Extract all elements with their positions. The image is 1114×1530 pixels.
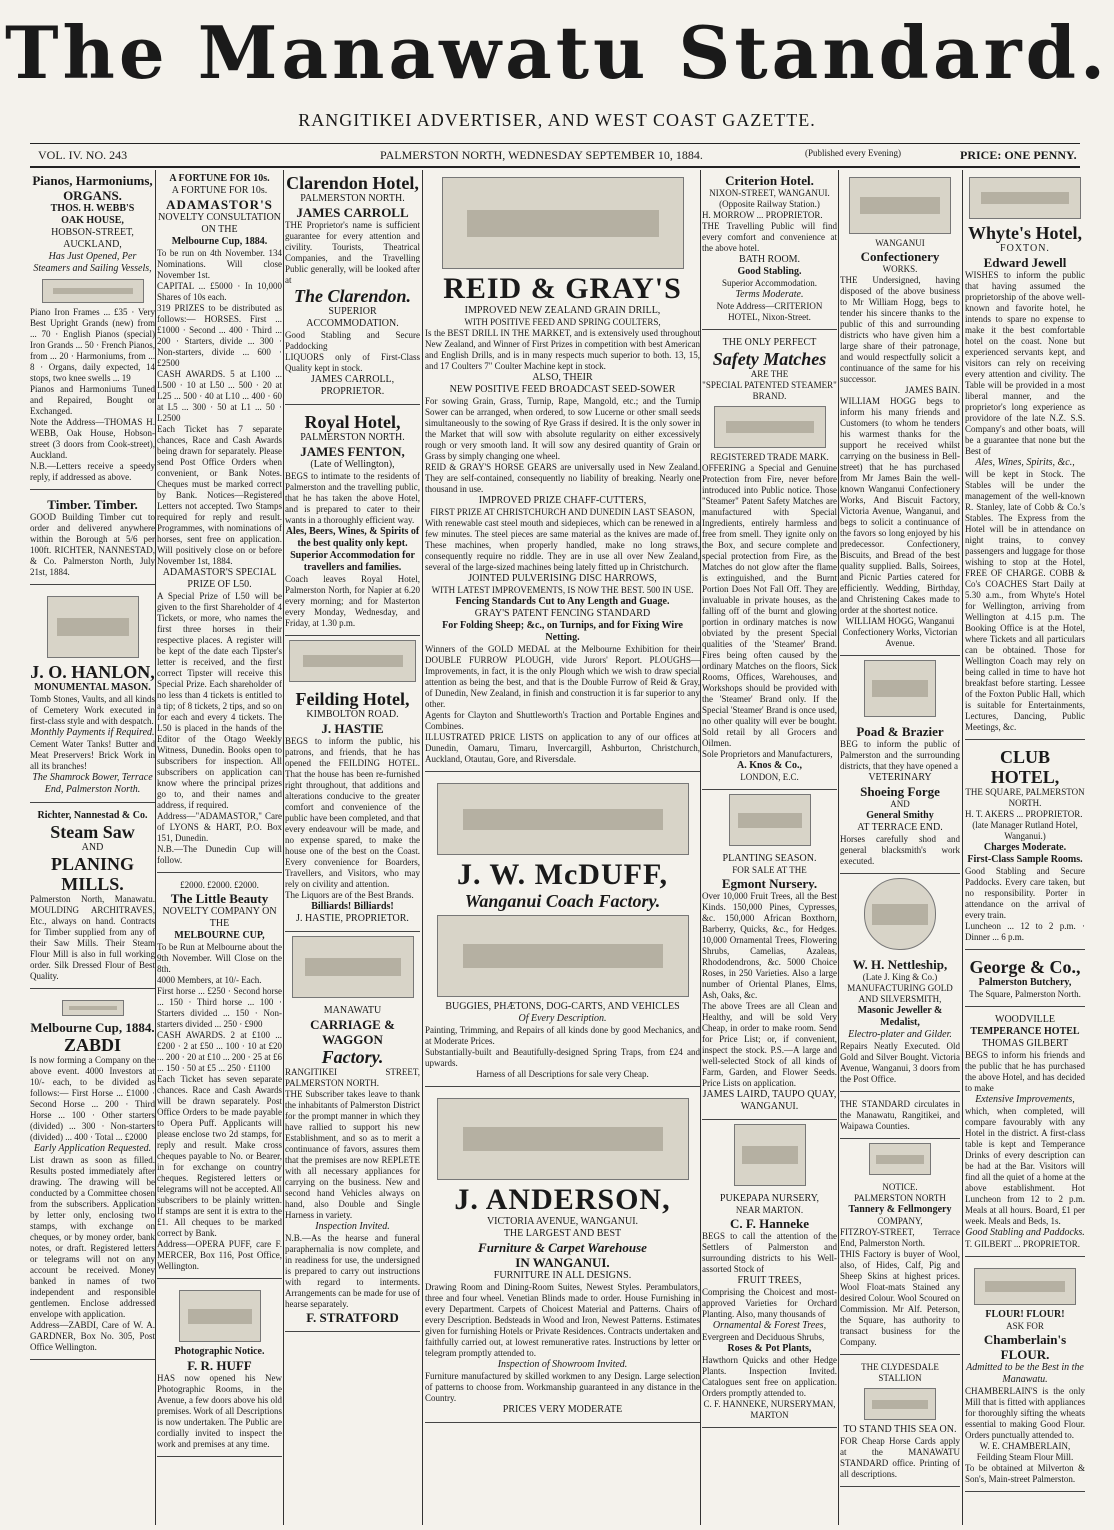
ad-subheading: NOVELTY COMPANY ON THE — [162, 906, 277, 929]
ad-subheading: VETERINARY — [868, 772, 932, 783]
ad-subheading: ADAMASTOR'S SPECIAL PRIZE OF L50. — [162, 567, 277, 590]
ad-text: Drawing Room and Dining-Room Suites, Newest Styles. Perambulators, three and four wheel. Venetian Blinds made to order. House Furnishing in every Department. Carpets of Choicest Material and Patterns. Chairs of every Description. Bedsteads in Wood and Iron, Newest Patterns. Estimates given for furnishing Hotels or Private Residences. Contracts undertaken and faithfully carried out, at lowest remunerative rates. Instructions by letter or telegram promptly attended to. — [425, 1282, 700, 1358]
dateline: PALMERSTON NORTH, WEDNESDAY SEPTEMBER 10, 1884. — [380, 148, 703, 162]
ad-text: For sowing Grain, Grass, Turnip, Rape, Mangold, etc.; and the Turnip Sower can be arranged, when ordered, to sow Lucerne or other small seeds simultaneously to the sowing of Rye Grass if desired. It is the only sower in the Market that will sow with absolute regularity on either excessively rough or very smooth land. It will sow any desired quantity of Grain or Grass by simply changing one wheel. — [425, 396, 700, 461]
ad-subheading: Billiards! Billiards! — [311, 901, 394, 912]
ad-text: Hawthorn Quicks and other Hedge Plants. Inspection Invited. Catalogues sent free on application. Orders promptly attended to. — [702, 1355, 837, 1398]
coach-illustration — [969, 177, 1081, 219]
ad-address: Address—OPERA PUFF, care F. MERCER, Box 116, Post Office, Wellington. — [157, 1239, 282, 1271]
pocket-watch-illustration — [864, 878, 936, 950]
ad-heading: Confectionery — [860, 249, 940, 264]
ad-text: BEGS to intimate to the residents of Palmerston and the travelling public, that he has taken the above Hotel, and is prepared to cater to their wants in a thoroughly efficient way. — [285, 471, 420, 525]
ad-text: Evergreen and Deciduous Shrubs, — [702, 1332, 825, 1342]
ad-heading: Pianos, Harmoniums, ORGANS. — [32, 173, 153, 203]
ad-anderson — [425, 1091, 700, 1423]
ad-text: GOOD Building Timber cut to order and delivered anywhere within the Borough at 5/6 per 100ft. RICHTER, NANNESTAD, & Co. Palmerston North, July 21st, 1884. — [30, 512, 155, 577]
ad-name: J. HASTIE — [321, 721, 384, 736]
ad-little-beauty — [157, 877, 282, 1279]
ad-address: NEAR MARTON. — [735, 1205, 804, 1215]
furniture-illustration — [437, 1098, 689, 1180]
ad-price-list: Over 10,000 Fruit Trees, all the Best Kinds. 150,000 Pines, Cypresses, &c. 150,000 African Boxthorn, Barberry, Quicks, &c., for Hedges. 10,000 Ornamental Trees, Flowering Shrubs, Camelias, Azaleas, Rhododendrons, &c. 5000 Choice Roses, in 250 Varieties. Also a large number of Oriental Planes, Elms, Ash, Oaks, &c. — [702, 891, 837, 1000]
ad-signature: Note the Address—THOMAS H. WEBB, Oak House, Hobson-street (3 doors from Cook-street), Auckland. — [30, 417, 155, 460]
billiard-table-illustration — [289, 640, 416, 682]
ad-pukepapa-nursery — [702, 1190, 837, 1428]
ad-heading: Tannery & Fellmongery — [848, 1204, 952, 1215]
ad-carriage-factory — [285, 1002, 420, 1332]
ad-address: HOBSON-STREET, AUCKLAND, — [51, 227, 134, 250]
column-rule — [283, 170, 284, 1525]
ad-subheading: Admitted to be the Best in the Manawatu. — [966, 1362, 1084, 1385]
ad-reid-gray — [425, 170, 700, 772]
ad-subheading: NEW POSITIVE FEED BROADCAST SEED-SOWER — [449, 384, 676, 395]
ad-subheading: FOR SALE AT THE — [732, 865, 807, 875]
ad-text: Each Ticket has 7 separate chances, Race and Cash Awards being drawn for separately. Please send Post Office Orders when convenient, or Bank Notes. Cheques must be marked correct by Bank. Notices—Registered Letters not accepted. Two Stamps required for reply and result. Programmes, with nominations of horses, sent free on application. Will positively close on or before November 1st, 1884. — [157, 424, 282, 566]
ad-text: A Special Prize of L50 will be given to the first Shareholder of 4 Tickets, or more, who names the first three horses in their respective places. A register will be kept of the date each Tipster's letter is received, and the first correct Tipster will receive this Special Prize. Each shareholder of no less than 4 tickets is entitled to a tip; of 8 tickets, 2 tips, and so on for each and every 4 tickets. The L50 is placed in the hands of the Editor of the Otago Weekly Witness, Dunedin. Books open to subscribers for inspection. All subscribers on application can know where the principal prizes go to, and their names and address, if required. — [157, 591, 282, 810]
ad-heading: Clarendon Hotel, — [286, 173, 419, 193]
ad-signature: JAMES CARROLL, PROPRIETOR. — [310, 374, 395, 397]
ad-address: PALMERSTON NORTH — [854, 1193, 946, 1203]
ad-subheading: Ales, Beers, Wines, & Spirits of the best quality only kept. — [285, 526, 420, 549]
ad-subheading: PRICES VERY MODERATE — [502, 1404, 623, 1415]
ad-name: F. R. HUFF — [187, 1358, 252, 1373]
ad-subheading: MANUFACTURING GOLD AND SILVERSMITH, — [847, 983, 953, 1004]
ad-name: ADAMASTOR'S — [166, 197, 273, 212]
ad-heading: Criterion Hotel. — [725, 173, 814, 188]
ad-text: Each Ticket has seven separate chances. Race and Cash Awards will be drawn separately. Post Office Orders to be made payable to Opera Puff. Applicants will please enclose two 2d stamps, for reply and result. Make cross cheques payable to No. or Bearer, in for exchange on country cheques. Registered letters or telegrams will not be accepted. All subscribers to be plainly written. If stamps are sent it is extra to the £1. All cheques to be marked correct by Bank. — [157, 1074, 282, 1238]
ad-text: To be run on 4th November. 134 Nominations. Will close November 1st. — [157, 248, 282, 280]
ad-text: List drawn as soon as filled. Results posted immediately after drawing. The drawing will be conducted by a Committee chosen from the subscribers. Application by letter only, enclosing two stamps, with exchange on cheques, or by money order, bank notes, or draft. Registered letters or telegrams will not on any account be received. Money banked in names of two independent and responsible gentlemen. Enclose addressed envelope with application. — [30, 1155, 155, 1319]
ad-heading: Shoeing Forge — [860, 784, 940, 799]
ad-note: N.B.—The Dunedin Cup will follow. — [157, 844, 282, 865]
ad-address: PALMERSTON NORTH. — [300, 432, 405, 443]
ad-subheading: WANGANUI — [875, 238, 925, 248]
ad-subheading: BUGGIES, PHÆTONS, DOG-CARTS, AND VEHICLES — [445, 1001, 680, 1012]
newspaper-subtitle: RANGITIKEI ADVERTISER, AND WEST COAST GAZETTE. — [298, 110, 816, 130]
ad-note: REGISTERED TRADE MARK. — [710, 452, 829, 462]
ad-subheading: First-Class Sample Rooms. — [967, 854, 1083, 865]
building-illustration — [849, 177, 951, 234]
ad-subheading: MONUMENTAL MASON. — [34, 682, 151, 693]
ad-address: PALMERSTON NORTH. — [300, 193, 405, 204]
ad-timber — [30, 494, 155, 585]
ad-note: N.B.—As the hearse and funeral paraphernalia is now complete, and in readiness for use, the undersigned is prepared to carry out instructions with regard to interments. Arrangements can be made for use of hearse separately. — [285, 1233, 420, 1309]
column-rule — [155, 170, 156, 1525]
ad-text: THE Proprietor's name is sufficient guarantee for every attention and civility. Tourists, Theatrical Companies, and the Travelling Public generally, will be looked after at — [285, 220, 420, 285]
ad-subheading: WITH LATEST IMPROVEMENTS, IS NOW THE BEST. 500 IN USE. — [431, 585, 694, 595]
ad-text: THE Travelling Public will find every comfort and convenience at the above hotel. — [702, 221, 837, 253]
ad-text: Cement Water Tanks! Butter and Meat Preservers! Brick Work in all its branches! — [30, 739, 155, 771]
ad-subheading: WORKS. — [882, 264, 918, 274]
ad-heading: CARRIAGE & WAGGON — [310, 1017, 395, 1047]
column-2 — [157, 170, 282, 1525]
ad-heading: Whyte's Hotel, — [968, 223, 1082, 243]
ad-heading: CLUB HOTEL, — [990, 747, 1060, 787]
column-6 — [840, 170, 960, 1525]
ad-price-list: First horse ... £250 · Second horse ... 150 · Third horse ... 100 · Starters divided ... 150 · Non-starters divided ... 250 · £900 — [157, 986, 282, 1029]
ad-text: Painting, Trimming, and Repairs of all kinds done by good Mechanics, and at Moderate Prices. — [425, 1025, 700, 1046]
ad-standard-circulation — [840, 1096, 960, 1139]
ad-subheading: General Smithy — [866, 810, 934, 821]
ad-text: will be kept in Stock. The Stables will be under the management of the well-known R. Stanley, late of Cobb & Co.'s Stables. The Express from the Hotel will be in attendance on night trains, to convey passengers and luggage for those wishing to stop at the Hotel, FREE OF CHARGE. COBB & Co's COACHES Start Daily at 5.30 a.m., from Whyte's Hotel for Wellington, arriving from Wellington at 4.15 p.m. The Booking Office is at the Hotel, where Tickets and all particulars can be obtained. Those for Wellington Coach may rely on being called in time to have hot breakfast before starting. Lessee of the Foxton Public Hall, which is suitable for Entertainments, Lectures, Dancing, Public Meetings, &c. — [965, 469, 1085, 732]
ad-heading: NOTICE. — [882, 1182, 918, 1192]
ad-name: H. T. AKERS ... PROPRIETOR. — [965, 809, 1083, 819]
column-rule — [962, 170, 963, 1525]
ad-subheading: Of Every Description. — [518, 1013, 607, 1024]
ad-text: Good Stabling and Secure Paddocks. Every care taken, but no responsibility. Porter in attendance on the arrival of every train. — [965, 866, 1085, 920]
ad-text: Harness of all Descriptions for sale very Cheap. — [476, 1069, 649, 1079]
ad-text: The above Trees are all Clean and Healthy, and will be sold Very Cheap, in order to make room. Send for Price List; or, if convenient, inspect the stock. P.S.—A large and well-selected Stock of all kinds of Farm, Garden, and Flower Seeds. Price Lists on application. — [702, 1001, 837, 1088]
ad-subheading: FIRST PRIZE AT CHRISTCHURCH AND DUNEDIN LAST SEASON, — [430, 507, 695, 517]
ad-subheading: ARE THE — [750, 369, 789, 379]
ad-text: Sole Proprietors and Manufacturers, — [702, 749, 833, 759]
ad-subheading: AND — [81, 842, 104, 853]
ad-subheading: OAK HOUSE, — [61, 215, 124, 226]
ad-subheading: Palmerston Butchery, — [978, 977, 1072, 988]
grain-drill-illustration — [442, 177, 684, 269]
ad-address: FOXTON. — [1000, 243, 1050, 254]
ad-note: N.B.—Letters receive a speedy reply, if addressed as above. — [30, 461, 155, 482]
ad-text: THE Undersigned, having disposed of the above business to Mr William Hogg, begs to tender his sincere thanks to the public of this and surrounding districts who have given him a large share of their patronage, and would respectfully solicit a continuance of the same for his successor. — [840, 275, 960, 384]
ad-text: OFFERING a Special and Genuine Protection from Fire, never before introduced into Public notice. Those "Steamer" Patent Safety Matches are manufactured with Special Ingredients, entirely harmless and free from smell. They ignite only on the Box, and secure complete and special protection from Fire, as the Matches do not glow after the flame is extinguished, and the Burnt Portion Does Not Fall Off. They are invaluable in private houses, as the falling off of the burnt and glowing portion in ordinary matches is now obviated by the present Special qualities of the 'Steamer' Brand. Fires being often caused by the ordinary Matches on the floors, Sick Rooms, Offices, Warehouses, and Workshops should be provided with the 'Steamer' Brand only. If the Special 'Steamer' Brand is once used, no other quality will ever be bought. Sold retail by all Grocers and Oilmen. — [702, 463, 837, 748]
ad-confectionery — [840, 170, 960, 656]
ad-heading: Melbourne Cup, 1884. — [171, 236, 268, 247]
ad-subheading: Ales, Wines, Spirits, &c., — [975, 457, 1075, 468]
ad-note: Terms Moderate. — [735, 289, 804, 300]
ad-subheading: For Folding Sheep; &c., on Turnips, and for Fixing Wire Netting. — [442, 620, 683, 643]
ad-heading: J. W. McDUFF, — [456, 858, 669, 891]
ad-subheading: FRUIT TREES, — [737, 1275, 802, 1286]
horse-illustration — [864, 1388, 936, 1420]
ad-heading: PUKEPAPA NURSERY, — [719, 1193, 820, 1204]
ad-subheading: GRAY'S PATENT FENCING STANDARD — [474, 608, 651, 619]
ad-heading: Timber. Timber. — [47, 497, 138, 512]
ad-signature: W. E. CHAMBERLAIN, Feilding Steam Flour Mill. — [976, 1441, 1074, 1462]
ad-name: H. MORROW ... PROPRIETOR. — [702, 210, 823, 220]
ad-signature: T. GILBERT ... PROPRIETOR. — [965, 1239, 1080, 1249]
ad-subheading: ALSO, THEIR — [532, 372, 593, 383]
column-7 — [965, 170, 1085, 1525]
ad-subheading: SUPERIOR ACCOMMODATION. — [306, 306, 399, 329]
column-3 — [285, 170, 420, 1525]
ad-subheading: Superior Accommodation for travellers and families. — [290, 550, 415, 573]
ad-name: C. F. Hanneke — [730, 1216, 809, 1231]
ad-subheading: Electro-plater and Gilder. — [848, 1029, 952, 1040]
volume-number: VOL. IV. NO. 243 — [38, 148, 128, 162]
ad-text: BEGS to call the attention of the Settlers of Palmerston and surrounding districts to his Well-assorted Stock of — [702, 1231, 837, 1274]
ad-text: WISHES to inform the public that having assumed the proprietorship of the above well-known and favorite hotel, he intends to spare no expense to make it the best comfortable hotel on the coast. None but experienced servants kept, and visitors can rely on receiving every attention and civility. The Table will be provided in a most liberal manner, and the proprietor's long experience as providore of the late N.Z. S.S. Company's and other boats, will be a guarantee that none but the Best of — [965, 270, 1085, 456]
ad-heading: Steam Saw — [50, 822, 135, 842]
ad-subheading: A FORTUNE FOR 10s. — [171, 185, 268, 196]
ad-price-list: Piano Iron Frames ... £35 · Very Best Upright Grands (new) from ... 70 · English Pianos (special) Iron Grands ... 50 · French Pianos, from ... 20 · Harmoniums, from ... 8 · Organs, daily expected, 14 stops, two knee swells ... 19 — [30, 307, 155, 383]
ad-heading: The Little Beauty — [170, 891, 269, 906]
ship-illustration — [42, 279, 144, 303]
ad-heading: Factory. — [321, 1047, 384, 1067]
ad-heading: MELBOURNE CUP, — [174, 930, 265, 941]
ad-tannery — [840, 1179, 960, 1355]
ad-text: THE Subscriber takes leave to thank the inhabitants of Palmerston District for the prompt manner in which they have rallied to support his new Establishment, and so as to merit a continuance of favors, assures them that the premises are now REPLETE with all necessary appliances for carrying on the business. New and second hand Vehicles always on hand, also Double and Single Harness in variety. — [285, 1089, 420, 1220]
ad-mcduff — [425, 776, 700, 1087]
ad-heading: J. O. HANLON, — [30, 662, 155, 682]
ad-heading: Wanganui Coach Factory. — [464, 891, 661, 911]
ad-hanlon-mason — [30, 589, 155, 803]
ad-subheading: PLANTING SEASON. — [722, 853, 817, 864]
ad-note: Has Just Opened, Per Steamers and Sailing Vessels, — [33, 251, 152, 274]
ad-address: AT TERRACE END. — [857, 822, 943, 833]
ad-heading: W. H. Nettleship, — [852, 957, 948, 972]
ad-subheading: THE CLYDESDALE STALLION — [861, 1362, 939, 1383]
ad-text: BEG to inform the public of Palmerston and the surrounding districts, that they have opened a — [840, 739, 960, 771]
ad-text: CAPITAL ... £5000 · In 10,000 Shares of 10s each. — [157, 281, 282, 302]
ad-heading: WOODVILLE — [995, 1014, 1055, 1025]
ad-subheading: IMPROVED NEW ZEALAND GRAIN DRILL, — [464, 305, 661, 316]
ad-heading: Richter, Nannestad & Co. — [37, 810, 148, 821]
ad-note: Early Application Requested. — [33, 1143, 152, 1154]
ad-signature: JAMES LAIRD, TAUPO QUAY, WANGANUI. — [702, 1089, 837, 1112]
masthead — [0, 0, 1114, 140]
ad-address: Address—"ADAMASTOR," Care of LYONS & HART, P.O. Box 151, Dunedin. — [157, 811, 282, 843]
ad-note: (late Manager Rutland Hotel, Wanganui.) — [972, 820, 1078, 841]
ad-text: Agents for Clayton and Shuttleworth's Traction and Portable Engines and Combines. — [425, 710, 700, 731]
carriage-illustration — [437, 783, 689, 855]
ad-note: (Late J. King & Co.) — [862, 972, 938, 982]
ad-price-list: CASH AWARDS. 5 at L100 ... L500 · 10 at L50 ... 500 · 20 at L25 ... 500 · 40 at L10 ... 400 · 60 at L5 ... 300 · 50 at L1 ... 50 · L2500 — [157, 369, 282, 423]
monument-illustration — [47, 596, 139, 658]
ad-text: With renewable cast steel mouth and sidepieces, which can be renewed in a few minutes. The steel pieces are same material as the knives are made of. These machines, when properly handled, make no long straws, consequently require no riddle. They are in use all over New Zealand, several of the large-sized machines being lately fitted up in Christchurch. — [425, 518, 700, 572]
ad-criterion-hotel — [702, 170, 837, 330]
issue-info-bar — [30, 143, 1080, 168]
column-5 — [702, 170, 837, 1525]
ad-address: KIMBOLTON ROAD. — [306, 709, 399, 720]
ad-note: (Late of Wellington), — [310, 459, 395, 470]
ad-text: Superior Accommodation. — [722, 278, 817, 288]
ad-text: Furniture manufactured by skilled workmen to any Design. Large selection of patterns to choose from. Workmanship guaranteed in any distance in the Country. — [425, 1371, 700, 1403]
ad-text: THE STANDARD circulates in the Manawatu, Rangitikei, and Waipawa Counties. — [840, 1099, 960, 1131]
frame-illustration — [179, 1290, 261, 1342]
ad-name: JAMES FENTON, — [300, 444, 405, 459]
ad-subheading: COMPANY, — [877, 1216, 923, 1226]
ad-price-list: CASH AWARDS. 2 at £100 ... £200 · 2 at £50 ... 100 · 10 at £20 ... 200 · 20 at £10 ... 200 · 25 at £6 ... 150 · 50 at £5 ... 250 · £1100 — [157, 1030, 282, 1073]
ad-heading: Photographic Notice. — [174, 1346, 265, 1357]
ad-text: which, when completed, will compare favourably with any Hotel in the district. A first-class table is kept and Temperance Drinks of every description can be had at the Bar. Visitors will find all the quiet of a home at the above establishment. Hot Luncheon from 12 to 2 p.m. Meals at all hours. Board, £1 per week. Meals and Beds, 1s. — [965, 1106, 1085, 1226]
ad-poad-brazier — [840, 721, 960, 874]
ad-zabdi — [30, 993, 155, 1360]
ad-heading: Furniture & Carpet Warehouse — [478, 1240, 647, 1255]
ad-subheading: JOINTED PULVERISING DISC HARROWS, — [468, 573, 657, 584]
column-1 — [30, 170, 155, 1525]
ad-nettleship — [840, 954, 960, 1092]
ad-name: A. Knos & Co., — [736, 760, 802, 771]
ad-text: Good Stabling and Secure Paddocking — [285, 330, 420, 351]
ad-text: Repairs Neatly Executed. Old Gold and Silver Bought. Victoria Avenue, Wanganui, 3 doors from the Post Office. — [840, 1041, 960, 1084]
ad-text: Is now forming a Company on the above event. 4000 Investors at 10/- each, to be divided as follows:— First Horse ... £1000 · Second Horse ... 200 · Third Horse ... 100 · Other starters (divided) ... 300 · Non-starters (divided) ... 400 · Total ... £2000 — [30, 1055, 155, 1142]
ad-heading: George & Co., — [969, 957, 1081, 977]
ad-heading: FLOUR! FLOUR! — [985, 1309, 1065, 1320]
ad-text: The Liquors are of the Best Brands. — [285, 890, 414, 900]
ad-note: Inspection Invited. — [315, 1221, 390, 1232]
ad-text: Comprising the Choicest and most-approved Varieties for Orchard Planting. Also, many thousands of — [702, 1287, 837, 1319]
ad-subheading: WITH POSITIVE FEED AND SPRING COULTERS, — [464, 317, 661, 327]
ad-woodville-hotel — [965, 1011, 1085, 1257]
ad-george-butchery — [965, 954, 1085, 1007]
ad-text: WILLIAM HOGG begs to inform his many friends and Customers (to whom he tenders his warmest thanks for the support he received whilst carrying on the business in Bell-street) that he has purchased from Mr James Bain the well-known Wanganui Confectionery Works, And Biscuit Factory, Victoria Avenue, Wanganui, and begs to solicit a continuance of the favors so long enjoyed by his predecessor. Confectionery, Biscuits, and Bread of the best quality supplied. Balls, Soirees, and Picnic Parties catered for efficiently. Wedding, Birthday, and Christening Cakes made to order at the shortest notice. — [840, 396, 960, 615]
ad-text: REID & GRAY'S HORSE GEARS are universally used in New Zealand. They are self-contained, consequently no liability of breaking. Nearly one thousand in use. — [425, 462, 700, 494]
ad-text: FOR Cheap Horse Cards apply at the MANAWATU STANDARD office. Printing of all descriptions. — [840, 1436, 960, 1479]
ad-address: THE SQUARE, PALMERSTON NORTH. — [965, 787, 1085, 808]
ad-note: Monthly Payments if Required. — [30, 727, 155, 738]
ad-name: ZABDI — [63, 1035, 121, 1055]
ad-name: JAMES CARROLL — [296, 205, 409, 220]
ad-text: Is the BEST DRILL IN THE MARKET, and is extensively used throughout New Zealand, and Winner of First Prizes in competition with best American and English Drills, and is in many respects much superior to both. 13, 15, and 17 Coulters 7" Coulter Machine kept in stock. — [425, 328, 700, 371]
ad-text: BEGS to inform his friends and the public that he has purchased the above Hotel, and has decided to make — [965, 1050, 1085, 1093]
ad-name: THOS. H. WEBB'S — [50, 203, 135, 214]
ad-address: The Square, Palmerston North. — [969, 989, 1081, 999]
ad-price-list: 319 PRIZES to be distributed as follows:— HORSES. First ... £1000 · Second ... 400 · Third ... 200 · Starters, divide ... 300 · Non-starters, divide ... 600 · £2500 — [157, 303, 282, 368]
ad-address: VICTORIA AVENUE, WANGANUI. — [486, 1216, 639, 1227]
garden-tools-illustration — [729, 794, 811, 846]
sheep-illustration — [869, 1143, 931, 1175]
ad-saw-mills — [30, 807, 155, 989]
ad-text: Coach leaves Royal Hotel, Palmerston North, for Napier at 6.20 every morning; and for Masterton every Monday, Wednesday, and Friday, at 1.30 p.m. — [285, 574, 420, 628]
ad-heading: A FORTUNE FOR 10s. — [169, 173, 270, 184]
ad-text: LIQUORS only of First-Class Quality kept in stock. — [285, 352, 420, 373]
ad-subheading: Masonic Jeweller & Medalist, — [857, 1005, 943, 1028]
ad-stallion — [840, 1359, 960, 1487]
ad-address: FITZROY-STREET, Terrace End, Palmerston North. — [840, 1227, 960, 1248]
ad-address: The Shamrock Bower, Terrace End, Palmerston North. — [32, 772, 153, 795]
wheat-sheaf-illustration — [974, 1268, 1076, 1305]
ad-text: THIS Factory is buyer of Wool, also, of Hides, Calf, Pig and Sheep Skins at highest prices. Wool Float-mats Stained any desired Colour. Wool Scoured on Commission. Mr Alf. Peterson, the Square, has authority to transact business for the Company. — [840, 1249, 960, 1347]
column-4 — [425, 170, 700, 1525]
ad-heading: The Clarendon. — [293, 286, 412, 306]
publication-frequency: (Published every Evening) — [805, 148, 901, 158]
ad-photographic — [157, 1283, 282, 1457]
ad-signature: JAMES BAIN. — [904, 385, 960, 395]
ad-chamberlain-flour — [965, 1261, 1085, 1492]
ad-address: LONDON, E.C. — [740, 772, 799, 782]
ad-heading: Melbourne Cup, 1884. — [30, 1020, 155, 1035]
owl-illustration — [864, 660, 936, 717]
ad-text: 4000 Members, at 10/- Each. — [157, 975, 262, 985]
ad-address: To be obtained at Milverton & Son's, Main-street Palmerston. — [965, 1463, 1085, 1484]
ad-text: HAS now opened his New Photographic Rooms, in the Avenue, a few doors above his old premises. Work of all Descriptions is now undertaken. The Public are cordially invited to inspect the work and premises at any time. — [157, 1373, 282, 1449]
newspaper-title: The Manawatu Standard. — [4, 10, 1110, 95]
flower-basket-illustration — [734, 1124, 806, 1186]
ad-subheading: Fencing Standards Cut to Any Length and Guage. — [455, 596, 670, 607]
ad-name: Edward Jewell — [983, 255, 1067, 270]
ad-text: BEGS to inform the public, his patrons, and friends, that he has opened the FEILDING HOTEL. That the house has been re-furnished right throughout, that additions and alterations conducive to the greater comfort and convenience of the public have been completed, and that every endeavour will be made, and no expense spared, to make the house one of the best on the Coast. Every convenience for Boarders, Travellers, and Visitors, who may rely on civility and attention. — [285, 736, 420, 889]
ad-heading: PLANING MILLS. — [50, 854, 134, 894]
ad-text: Pianos and Harmoniums Tuned and Repaired, Bought or Exchanged. — [30, 384, 155, 416]
horse-illustration — [62, 1000, 124, 1016]
ad-heading: REID & GRAY'S — [443, 272, 682, 305]
ad-text: ILLUSTRATED PRICE LISTS on application to any of our offices at Dunedin, Oamaru, Timaru, Invercargill, Ashburton, Christchurch, Auckland, Otautau, Gore, and Riversdale. — [425, 732, 700, 764]
ad-subheading: Good Stabling and Paddocks. — [965, 1227, 1085, 1238]
ad-heading: Safety Matches — [712, 349, 827, 369]
ad-address: RANGITIKEI STREET, PALMERSTON NORTH. — [285, 1067, 420, 1088]
ad-heading: Poad & Brazier — [856, 724, 944, 739]
ad-address: NIXON-STREET, WANGANUI. (Opposite Railway Station.) — [709, 188, 830, 209]
ad-subheading: THE ONLY PERFECT — [722, 337, 817, 348]
ad-webb-pianos — [30, 170, 155, 490]
ad-subheading: Ornamental & Forest Trees, — [712, 1320, 827, 1331]
ad-egmont-nursery — [702, 850, 837, 1120]
buggy-illustration — [437, 915, 689, 997]
ad-subheading: Good Stabling. — [737, 266, 802, 277]
ad-address: Note Address—CRITERION HOTEL, Nixon-Street. — [716, 301, 823, 322]
ad-subheading: "SPECIAL PATENTED STEAMER" BRAND. — [702, 380, 837, 401]
ad-subheading: ASK FOR — [1006, 1321, 1044, 1331]
ad-signature: WILLIAM HOGG, Wanganui Confectionery Works, Victorian Avenue. — [842, 616, 958, 648]
ad-subheading: BATH ROOM. — [738, 254, 801, 265]
ad-amounts: £2000. £2000. £2000. — [180, 880, 259, 890]
ad-heading: MANAWATU — [323, 1005, 382, 1016]
ad-subheading: Charges Moderate. — [983, 842, 1067, 853]
ad-signature: C. F. HANNEKE, NURSERYMAN, MARTON — [703, 1399, 836, 1420]
ad-heading: J. ANDERSON, — [454, 1183, 671, 1216]
ad-clarendon-hotel — [285, 170, 420, 405]
ad-safety-matches — [702, 334, 837, 790]
ad-address: Address—ZABDI, Care of W. A. GARDNER, Box No. 305, Post Office Wellington. — [30, 1320, 155, 1352]
column-rule — [422, 170, 423, 1525]
ad-text: Substantially-built and Beautifully-designed Spring Traps, from £24 and upwards. — [425, 1047, 700, 1068]
issue-price: PRICE: ONE PENNY. — [960, 148, 1077, 162]
ad-feilding-hotel — [285, 686, 420, 932]
ad-heading: Egmont Nursery. — [721, 876, 818, 891]
ad-subheading: AND — [890, 799, 910, 809]
ad-text: Tomb Stones, Vaults, and all kinds of Cemetery Work executed in first-class style and with despatch. — [30, 694, 155, 726]
ad-heading: Royal Hotel, — [304, 412, 401, 432]
ad-heading: Chamberlain's FLOUR. — [983, 1332, 1067, 1362]
ad-subheading: Roses & Pot Plants, — [727, 1343, 812, 1354]
ad-price-list: Luncheon ... 12 to 2 p.m. · Dinner ... 6 p.m. — [965, 921, 1085, 942]
ad-note: Inspection of Showroom Invited. — [497, 1359, 628, 1370]
ad-whytes-hotel — [965, 170, 1085, 740]
ad-adamastor — [157, 170, 282, 873]
ad-text: CHAMBERLAIN'S is the only Mill that is fitted with appliances for thoroughly sifting the wheats essential to making Good Flour. Orders punctually attended to. — [965, 1386, 1085, 1440]
column-rule — [838, 170, 839, 1525]
ad-text: To be Run at Melbourne about the 9th November. Will Close on the 8th. — [157, 942, 282, 974]
ad-text: Palmerston North, Manawatu. MOULDING ARCHITRAVES, Etc., always on hand. Contracts for Timber supplied from any of their Saw Mills. Their Steam Flour Mill is also in full working order. Silk Dressed Flour of Best Quality. — [30, 894, 155, 981]
ad-name: THOMAS GILBERT — [981, 1038, 1069, 1049]
ad-subheading: Extensive Improvements, — [975, 1094, 1075, 1105]
ad-subheading: TO STAND THIS SEA ON. — [843, 1424, 957, 1435]
ad-text: Winners of the GOLD MEDAL at the Melbourne Exhibition for their DOUBLE FURROW PLOUGH, vide Jurors' Report. PLOUGHS—Improvements, in fact, it is the only Plough which we wish to draw special attention as being the best, and that is the Double Furrow of Reid & Gray, of Dunedin, New Zealand, in finish and construction it is far superior to any other. — [425, 644, 700, 709]
ad-signature: F. STRATFORD — [306, 1310, 399, 1325]
ad-signature: J. HASTIE, PROPRIETOR. — [296, 913, 409, 924]
ad-heading: IN WANGANUI. — [515, 1255, 610, 1270]
ad-club-hotel — [965, 744, 1085, 950]
ad-heading: Feilding Hotel, — [295, 689, 410, 709]
column-rule — [700, 170, 701, 1525]
ad-royal-hotel — [285, 409, 420, 636]
ad-text: Horses carefully shod and general blacksmith's work executed. — [840, 834, 960, 866]
steamer-illustration — [714, 406, 826, 448]
ad-subheading: THE LARGEST AND BEST — [503, 1228, 622, 1239]
ad-heading: TEMPERANCE HOTEL — [970, 1026, 1080, 1037]
ad-subheading: NOVELTY CONSULTATION ON THE — [158, 212, 281, 235]
hearse-illustration — [292, 936, 414, 998]
ad-subheading: IMPROVED PRIZE CHAFF-CUTTERS, — [478, 495, 647, 506]
ad-subheading: FURNITURE IN ALL DESIGNS. — [493, 1270, 632, 1281]
